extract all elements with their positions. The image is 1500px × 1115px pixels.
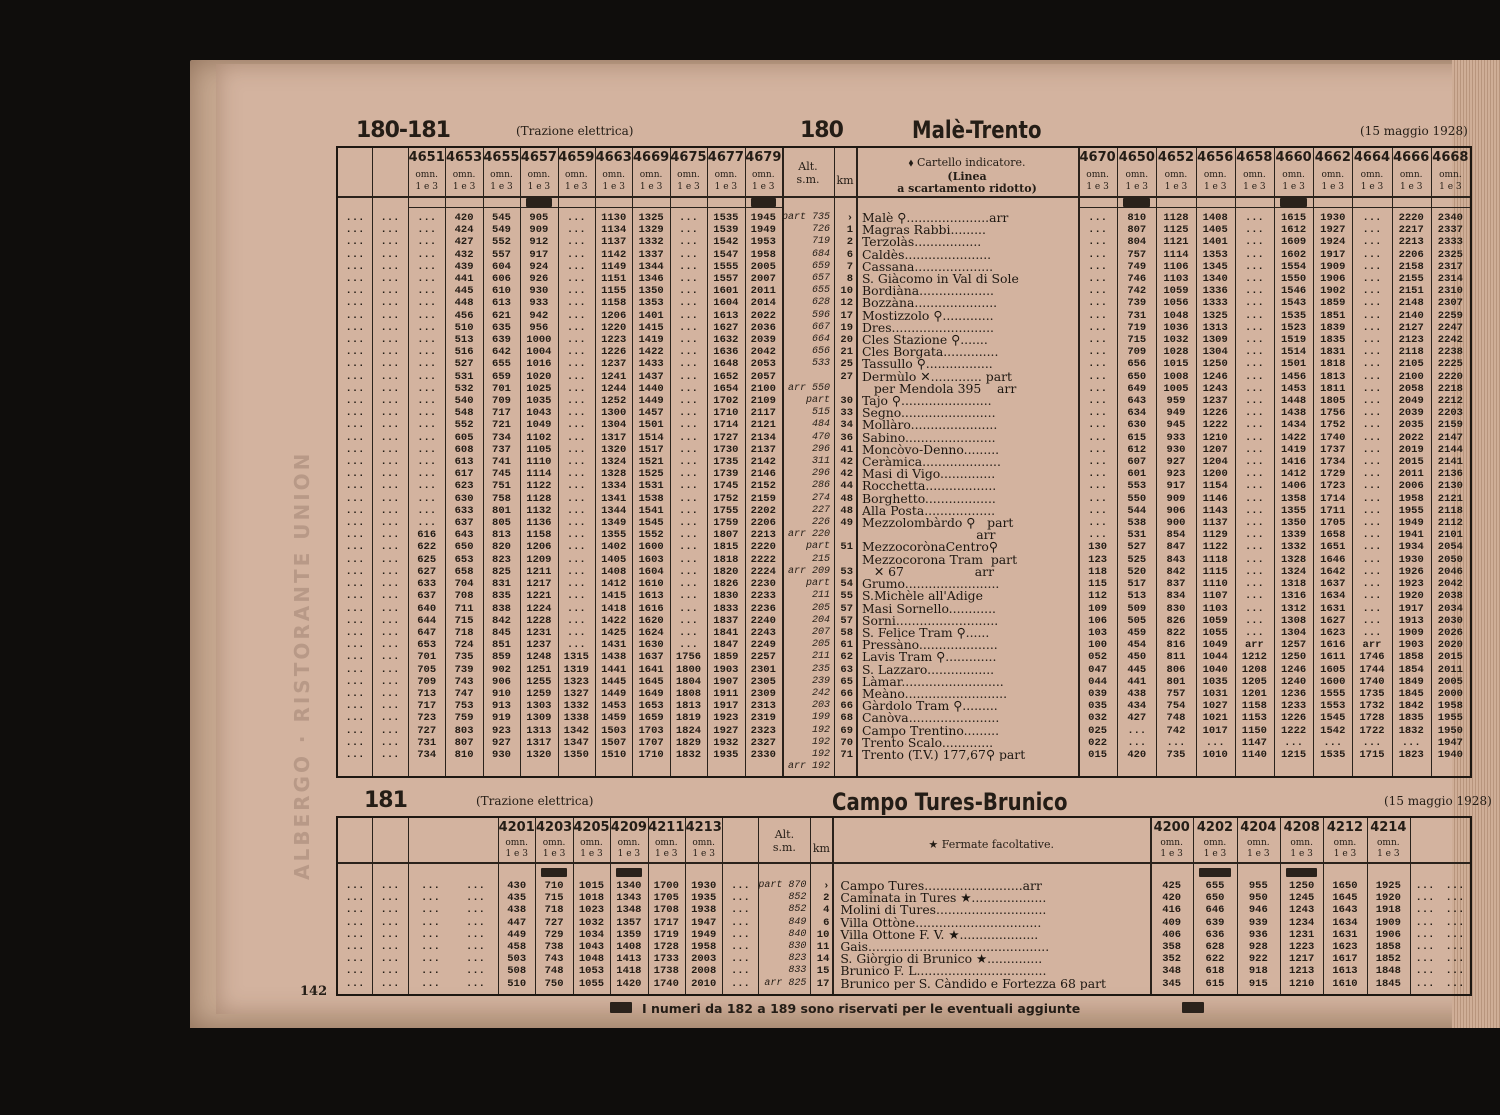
train-times: 1930 1935 1938 1947 1949 1958 2003 2008 2010 — [691, 880, 717, 990]
train-class: omn. — [714, 170, 738, 180]
train-cls: 1 e 3 — [452, 182, 476, 192]
train-times: 710 715 718 727 729 738 743 748 750 — [544, 880, 564, 990]
train-class: omn. — [542, 838, 566, 848]
trail-column: ... ... ... ... ... ... ... ... ... — [1415, 880, 1435, 990]
row-rule — [338, 862, 1470, 864]
pointing-hand-icon-right — [1182, 1002, 1204, 1013]
train-times: 2220 2217 2213 2206 2158 2155 2151 2148 2140 2127 2123 2118 2105 2100 2058 2049 2039 2035 2022 2019 2015 2011 2006 1958 1955 1949 1941 1934 1930 1926 1923 1920 1917 1913 1909 1903 1858 1854 1849 1845 1842 1835 1832 ... 1823 — [1398, 212, 1424, 761]
train-class: omn. — [1160, 838, 1183, 848]
sleeper-car-icon — [1280, 198, 1307, 207]
timetable-181 — [336, 816, 1472, 996]
train-times: 1130 1134 1137 1142 1149 1151 1155 1158 1206 1220 1223 1226 1237 1241 1244 1252 1300 1304 1317 1320 1324 1328 1334 1341 1344 1349 1355 1402 1405 1408 1412 1415 1418 1422 1425 1431 1438 1441 1445 1449 1453 1459 1503 1507 1510 — [601, 212, 627, 761]
table-181-traction: (Trazione elettrica) — [476, 794, 594, 808]
train-class: omn. — [1321, 170, 1345, 180]
footer-note: I numeri da 182 a 189 sono riservati per le eventuali aggiunte — [642, 1001, 1081, 1016]
train-times: 1128 1125 1121 1114 1106 1103 1059 1056 1048 1036 1032 1028 1015 1008 1005 959 949 945 933 930 927 923 917 909 906 900 854 847 843 842 837 834 830 826 822 816 811 806 801 757 754 748 742 ... 735 — [1163, 212, 1189, 761]
train-cls: 1 e 3 — [490, 182, 513, 192]
train-cls: 1 e 3 — [1282, 182, 1305, 192]
train-number: 4657 — [520, 150, 557, 165]
train-number: 4670 — [1079, 150, 1116, 165]
train-cls: 1 e 3 — [1247, 849, 1270, 859]
train-times: 2340 2337 2333 2325 2317 2314 2310 2307 2259 2247 2242 2238 2225 2220 2218 2212 2203 2159 2147 2144 2141 2136 2130 2121 2118 2112 2101 2054 2050 2046 2042 2038 2034 2030 2026 2020 2015 2011 2005 2000 1958 1955 1950 1947 1940 — [1437, 212, 1463, 761]
train-cls: 1 e 3 — [415, 182, 438, 192]
timetable-180 — [336, 146, 1472, 778]
train-class: omn. — [617, 838, 641, 848]
page-number: 142 — [300, 984, 328, 999]
train-class: omn. — [580, 838, 603, 848]
train-number: 4650 — [1118, 150, 1155, 165]
train-class: omn. — [602, 170, 625, 180]
train-number: 4666 — [1393, 150, 1430, 165]
train-cls: 1 e 3 — [1333, 849, 1357, 859]
train-class: omn. — [639, 170, 663, 180]
train-times: 810 807 804 757 749 746 742 739 731 719 715 709 656 650 649 643 634 630 615 612 607 601 553 550 544 538 531 527 525 520 517 513 509 505 459 454 450 445 441 438 434 427 ... ... 420 — [1127, 212, 1147, 761]
table-title: Malè-Trento — [912, 116, 1042, 144]
train-number: 4662 — [1314, 150, 1351, 165]
sleeper-car-icon — [751, 198, 776, 207]
train-class: omn. — [1377, 838, 1400, 848]
train-number: 4679 — [745, 150, 782, 165]
train-cls: 1 e 3 — [677, 182, 700, 192]
train-times: 1340 1343 1348 1357 1359 1408 1413 1418 1420 — [616, 880, 642, 990]
train-cls: 1 e 3 — [580, 849, 603, 859]
table-181-date: (15 maggio 1928) — [1384, 794, 1492, 808]
train-number: 4659 — [558, 150, 595, 165]
railcar-icon — [541, 868, 566, 877]
train-class: omn. — [1333, 838, 1357, 848]
train-cls: 1 e 3 — [1086, 182, 1109, 192]
train-number: 4213 — [685, 820, 722, 835]
train-number: 4201 — [498, 820, 535, 835]
train-number: 4203 — [535, 820, 573, 835]
train-times: 1325 1329 1332 1337 1344 1346 1350 1353 1401 1415 1419 1422 1433 1437 1440 1449 1457 1501 1514 1517 1521 1525 1531 1538 1541 1545 1552 1600 1603 1604 1610 1613 1616 1620 1624 1630 1637 1641 1645 1649 1653 1659 1703 1707 1710 — [638, 212, 664, 761]
train-times: 905 909 912 917 924 926 930 933 942 956 1000 1004 1016 1020 1025 1035 1043 1049 1102 1105 1110 1114 1122 1128 1132 1136 1158 1206 1209 1211 1217 1221 1224 1228 1231 1237 1248 1251 1255 1259 1303 1309 1313 1317 1320 — [526, 212, 552, 761]
km-column: › 1 2 6 7 8 10 12 17 19 20 21 25 27 30 33 34 36 41 42 42 44 48 48 49 51 53 54 55 57 57 58 61 62 63 65 66 66 68 69 70 71 — [840, 212, 853, 761]
train-cls: 1 e 3 — [752, 182, 775, 192]
train-number: 4656 — [1197, 150, 1234, 165]
train-number: 4655 — [483, 150, 520, 165]
lead-column: ... ... ... ... ... ... ... ... ... — [380, 880, 400, 990]
sleeper-car-icon — [526, 198, 551, 207]
sleeper-car-icon — [1123, 198, 1150, 207]
train-number: 4677 — [707, 150, 744, 165]
note-gauge: a scartamento ridotto) — [897, 182, 1037, 195]
train-cls: 1 e 3 — [1125, 182, 1149, 192]
train-cls: 1 e 3 — [565, 182, 588, 192]
note-optional-stops: ★ Fermate facoltative. — [928, 838, 1054, 851]
altitude-column: part 735 726 719 684 659 657 655 628 596 667 664 656 533 arr 550 part 515 484 470 296 311 296 286 274 227 226 arr 220 part 215 arr 209 part 211 205 204 207 205 211 235 239 242 203 199 192 192 192 arr 192 — [782, 212, 831, 773]
train-class: omn. — [1360, 170, 1384, 180]
train-number: 4653 — [445, 150, 483, 165]
train-class: omn. — [1290, 838, 1313, 848]
table-number: 180 — [800, 118, 843, 143]
train-class: omn. — [692, 838, 715, 848]
train-times: 1700 1705 1708 1717 1719 1728 1733 1738 1740 — [653, 880, 679, 990]
train-times: 430 435 438 447 449 458 503 508 510 — [507, 880, 527, 990]
train-class: omn. — [1164, 170, 1188, 180]
km-header: km — [836, 174, 854, 187]
train-class: omn. — [1203, 170, 1227, 180]
train-number: 4202 — [1196, 820, 1234, 835]
train-cls: 1 e 3 — [505, 849, 528, 859]
altitude-header: Alt. s.m. — [796, 160, 820, 186]
table-date: (15 maggio 1928) — [1360, 124, 1468, 138]
train-class: omn. — [505, 838, 528, 848]
train-cls: 1 e 3 — [1203, 182, 1227, 192]
train-class: omn. — [452, 170, 476, 180]
train-cls: 1 e 3 — [1377, 849, 1400, 859]
note-line: (Linea — [947, 170, 987, 183]
train-cls: 1 e 3 — [1290, 849, 1313, 859]
train-times: 425 420 416 409 406 358 352 348 345 — [1162, 880, 1182, 990]
pointing-hand-icon — [610, 1002, 632, 1013]
train-number: 4669 — [632, 150, 670, 165]
train-times: ... ... ... ... ... ... ... ... ... ... ... ... ... ... ... ... ... ... ... ... ... ... ... ... ... ... ... 130 123 118 115 112 109 106 103 100 052 047 044 039 035 032 025 022 015 — [1088, 212, 1108, 761]
row-rule — [1078, 207, 1470, 208]
train-class: omn. — [1282, 170, 1305, 180]
train-number: 4208 — [1283, 820, 1320, 835]
train-number: 4652 — [1157, 150, 1195, 165]
train-number: 4663 — [595, 150, 632, 165]
train-times: 1930 1927 1924 1917 1909 1906 1902 1859 1851 1839 1835 1831 1818 1813 1811 1805 1756 1752 1740 1737 1734 1729 1723 1714 1711 1705 1658 1651 1646 1642 1637 1634 1631 1627 1623 1616 1611 1605 1600 1555 1553 1545 1542 ... 1535 — [1320, 212, 1346, 761]
train-times: 1535 1539 1542 1547 1555 1557 1601 1604 1613 1627 1632 1636 1648 1652 1654 1702 1710 1714 1727 1730 1735 1739 1745 1752 1755 1759 1807 1815 1818 1820 1826 1830 1833 1837 1841 1847 1859 1903 1907 1911 1917 1923 1927 1932 1935 — [713, 212, 739, 761]
train-class: omn. — [751, 170, 775, 180]
train-class: omn. — [490, 170, 513, 180]
train-cls: 1 e 3 — [1360, 182, 1384, 192]
train-times: 1925 1920 1918 1909 1906 1858 1852 1848 1845 — [1375, 880, 1401, 990]
train-cls: 1 e 3 — [1399, 182, 1423, 192]
train-class: omn. — [1203, 838, 1227, 848]
train-class: omn. — [1125, 170, 1149, 180]
train-cls: 1 e 3 — [655, 849, 678, 859]
train-cls: 1 e 3 — [1321, 182, 1345, 192]
train-number: 4200 — [1153, 820, 1190, 835]
train-class: omn. — [564, 170, 588, 180]
lead-column-2: ... ... ... ... ... ... ... ... ... ... ... ... ... ... ... ... ... ... ... ... ... ... ... ... ... ... ... ... ... ... ... ... ... ... ... ... ... ... ... ... ... ... ... ... ... — [380, 212, 400, 761]
train-times: 1615 1612 1609 1602 1554 1550 1546 1543 1535 1523 1519 1514 1501 1456 1453 1448 1438 1434 1422 1419 1416 1412 1406 1358 1355 1350 1339 1332 1328 1324 1318 1316 1312 1308 1304 1257 1250 1246 1240 1236 1233 1226 1222 ... 1215 — [1280, 212, 1307, 761]
railcar-icon — [1286, 868, 1317, 877]
train-class: omn. — [1399, 170, 1423, 180]
train-cls: 1 e 3 — [1203, 849, 1227, 859]
train-class: omn. — [1243, 170, 1266, 180]
train-class: omn. — [1247, 838, 1270, 848]
train-cls: 1 e 3 — [1243, 182, 1266, 192]
trail-column: ... ... ... ... ... ... ... ... ... — [1445, 880, 1465, 990]
train-times: 1945 1949 1953 1958 2005 2007 2011 2014 2022 2036 2039 2042 2053 2057 2100 2109 2117 2121 2134 2137 2142 2146 2152 2159 2202 2206 2213 2220 2222 2224 2230 2233 2236 2240 2243 2249 2257 2301 2305 2309 2313 2319 2323 2327 2330 — [750, 212, 776, 761]
lead-column: ... ... ... ... ... ... ... ... ... — [466, 880, 485, 990]
train-number: 4668 — [1432, 150, 1469, 165]
train-number: 4658 — [1236, 150, 1273, 165]
lead-column: ... ... ... ... ... ... ... ... ... — [730, 880, 750, 990]
train-times: 420 424 427 432 439 441 445 448 456 510 513 516 527 531 532 540 548 552 605 608 613 617 623 630 633 637 643 650 653 658 704 708 711 715 718 724 735 739 743 747 753 759 803 807 810 — [454, 212, 474, 761]
train-number: 4211 — [648, 820, 685, 835]
train-cls: 1 e 3 — [1164, 182, 1188, 192]
train-cls: 1 e 3 — [1160, 849, 1183, 859]
train-number: 4212 — [1326, 820, 1364, 835]
train-class: omn. — [654, 838, 678, 848]
station-list: Campo Tures.........................arr Caminata in Tures ★................... Molini di Tures............................ Villa Ottòne................................ Villa Ottone F. V. ★.................... Gais.............................................. S. Giòrgio di Brunico ★.............. Brunico F. L................................. Brunico per S. Càndido e Fortezza 68 part — [840, 880, 1106, 990]
train-times: ... ... ... ... ... ... ... ... ... ... ... ... ... ... ... ... ... ... ... ... ... ... ... ... ... ... ... ... ... ... ... ... ... ... ... arr 1212 1208 1205 1201 1158 1153 1150 1147 1140 — [1241, 212, 1267, 761]
lead-column-1: ... ... ... ... ... ... ... ... ... ... ... ... ... ... ... ... ... ... ... ... ... ... ... ... ... ... ... ... ... ... ... ... ... ... ... ... ... ... ... ... ... ... ... ... ... — [345, 212, 365, 761]
train-times: ... ... ... ... ... ... ... ... ... ... ... ... ... ... ... ... ... ... ... ... ... ... ... ... ... ... ... ... ... ... ... ... ... ... ... ... 1315 1319 1323 1327 1332 1338 1342 1347 1350 — [563, 212, 589, 761]
railcar-icon — [616, 868, 641, 877]
altitude-column: part 870 852 852 849 840 830 823 833 arr 825 — [758, 880, 807, 989]
train-number: 4204 — [1240, 820, 1277, 835]
train-times: 1408 1405 1401 1353 1345 1340 1336 1333 1325 1313 1309 1304 1250 1246 1243 1237 1226 1222 1210 1207 1204 1200 1154 1146 1143 1137 1129 1122 1118 1115 1110 1107 1103 1059 1055 1049 1044 1040 1035 1031 1027 1021 1017 ... 1010 — [1202, 212, 1228, 761]
train-cls: 1 e 3 — [692, 849, 715, 859]
traction-note: (Trazione elettrica) — [516, 124, 634, 138]
train-class: omn. — [1439, 170, 1462, 180]
table-181-title: Campo Tures-Brunico — [832, 788, 1068, 816]
train-cls: 1 e 3 — [639, 182, 663, 192]
km-column: › 2 4 6 10 11 14 15 17 — [816, 880, 830, 990]
train-class: omn. — [415, 170, 438, 180]
train-times: ... ... ... ... ... ... ... ... ... ... ... ... ... ... ... ... ... ... ... ... ... ... ... ... ... ... ... ... ... ... ... ... ... ... ... ... 1756 1800 1804 1808 1813 1819 1824 1829 1832 — [675, 212, 702, 761]
train-number: 4675 — [670, 150, 707, 165]
note-indicator: ⬧ Cartello indicatore. — [908, 156, 1026, 169]
row-rule — [408, 207, 782, 208]
train-number: 4664 — [1353, 150, 1391, 165]
train-times: 1250 1245 1243 1234 1231 1223 1217 1213 1210 — [1289, 880, 1315, 990]
train-number: 4660 — [1275, 150, 1312, 165]
train-times: ... ... ... ... ... ... ... ... ... ... ... ... ... ... ... ... ... ... ... ... ... ... ... ... ... ... ... ... ... ... ... ... ... ... ... arr 1746 1744 1740 1735 1732 1728 1722 ... 1715 — [1359, 212, 1385, 761]
table-181-number: 181 — [364, 788, 407, 813]
train-times: 655 650 646 639 636 628 622 618 615 — [1205, 880, 1225, 990]
train-number: 4209 — [610, 820, 647, 835]
train-times: 545 549 552 557 604 606 610 613 621 635 639 642 655 659 701 709 717 721 734 737 741 745 751 758 801 805 813 820 823 825 831 835 838 842 845 851 859 902 906 910 913 919 923 927 930 — [492, 212, 511, 761]
train-times: 955 950 946 939 936 928 922 918 915 — [1248, 880, 1268, 990]
spine-advert: ALBERGO · RISTORANTE UNION — [290, 450, 314, 880]
km-header: km — [812, 842, 830, 855]
train-cls: 1 e 3 — [527, 182, 551, 192]
train-number: 4651 — [408, 150, 445, 165]
train-cls: 1 e 3 — [1439, 182, 1462, 192]
train-cls: 1 e 3 — [602, 182, 625, 192]
train-class: omn. — [527, 170, 551, 180]
train-times: 1015 1018 1023 1032 1034 1043 1048 1053 1055 — [578, 880, 605, 990]
tables-range: 180-181 — [356, 118, 450, 143]
lead-column: ... ... ... ... ... ... ... ... ... — [345, 880, 365, 990]
column-rule — [856, 148, 858, 776]
train-class: omn. — [1086, 170, 1109, 180]
lead-column: ... ... ... ... ... ... ... ... ... — [421, 880, 440, 990]
train-cls: 1 e 3 — [714, 182, 738, 192]
station-list: Malè ⚲.....................arr Magras Rabbi......... Terzolàs................. Caldès...................... Cassana.................... S. Giàcomo in Val di Sole Bordiàna................... Bozzàna..................... Mostizzolo ⚲............. Dres.......................... Cles Stazione ⚲....... Cles Borgata.............. Tassullo ⚲................. Dermùlo ✕............. part per Mendola 395 arr Tajo ⚲....................... Segno........................ Mollàro...................... Sabino....................... Moncòvo-Denno......... Ceràmica.................... Masi di Vigo.............. Rocchetta.................. Borghetto.................. Alla Posta.................. Mezzolombàrdo ⚲ part arr MezzocorònaCentro⚲ Mezzocorona Tram part ✕ 67 arr Grumo........................ S.Michèle all'Adige Masi Sornello............ Sorni.......................... S. Felice Tram ⚲...... Pressàno.................... Lavis Tram ⚲............. S. Lazzaro................. Làmar.......................... Meàno.......................... Gàrdolo Tram ⚲......... Canòva....................... Campo Trentino......... Trento Scalo............. Trento (T.V.) 177,67⚲ part — [862, 212, 1026, 762]
train-class: omn. — [677, 170, 700, 180]
train-number: 4205 — [573, 820, 610, 835]
train-times: 1650 1645 1643 1634 1631 1623 1617 1613 1610 — [1332, 880, 1358, 990]
train-times: ... ... ... ... ... ... ... ... ... ... ... ... ... ... ... ... ... ... ... ... ... ... ... ... ... ... 616 622 625 627 633 637 640 644 647 653 701 705 709 713 717 723 727 731 734 — [417, 212, 437, 761]
train-cls: 1 e 3 — [617, 849, 641, 859]
train-cls: 1 e 3 — [542, 849, 566, 859]
train-number: 4214 — [1370, 820, 1407, 835]
railcar-icon — [1199, 868, 1230, 877]
altitude-header: Alt. s.m. — [772, 828, 796, 854]
